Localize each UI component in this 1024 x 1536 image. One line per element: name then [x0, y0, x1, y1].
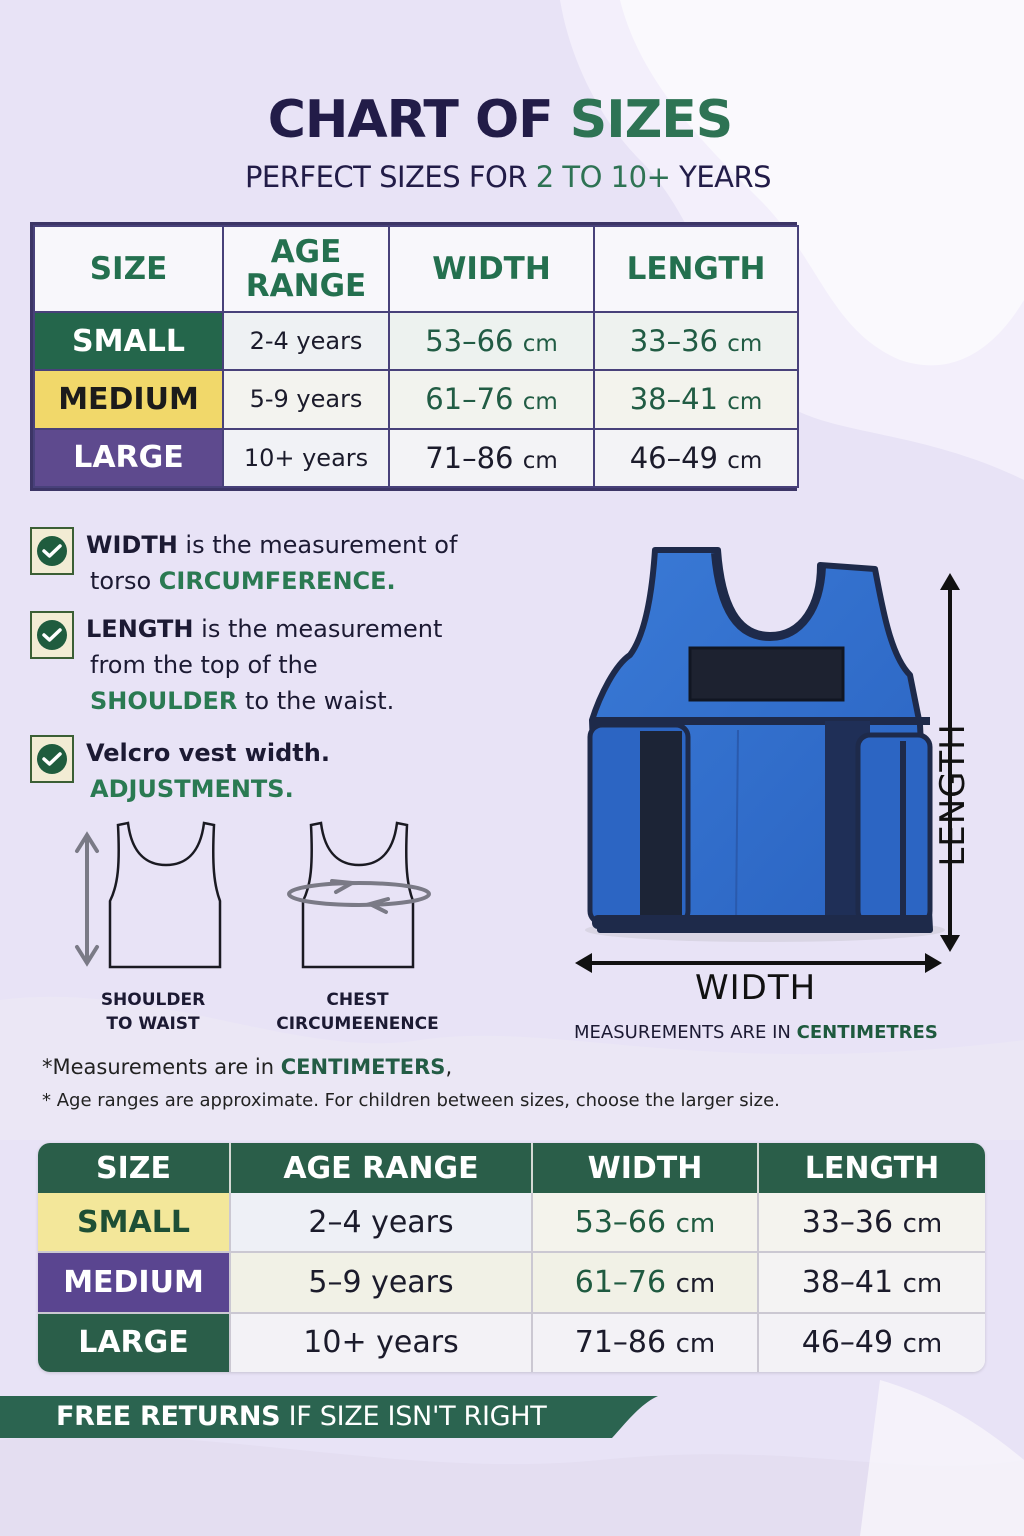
size-table-secondary: [38, 1143, 985, 1372]
table-row: [38, 1193, 985, 1252]
chest-circumference-label: CHEST CIRCUMEENENCE: [276, 990, 439, 1034]
info-bullet-length: [30, 611, 442, 719]
size-badge-medium: MEDIUM: [38, 1252, 230, 1313]
width-cell: 53–66 cm: [389, 312, 594, 370]
length-cell: 46–49 cm: [594, 429, 798, 487]
table-row: [38, 1252, 985, 1313]
header-width: WIDTH: [389, 226, 594, 312]
header-size: SIZE: [34, 226, 223, 312]
bullet-text: WIDTH is the measurement of torso CIRCUMFERENCE.: [86, 531, 458, 595]
subtitle-accent: 2 TO 10+: [535, 160, 671, 194]
length-cell: 46–49 cm: [801, 1325, 943, 1361]
info-bullet-velcro: [30, 735, 330, 807]
age-cell: 2–4 years: [230, 1193, 532, 1252]
age-cell: 10+ years: [230, 1313, 532, 1372]
age-cell: 5–9 years: [230, 1252, 532, 1313]
subtitle-text-end: YEARS: [670, 160, 772, 194]
age-cell: 2-4 years: [223, 312, 389, 370]
footnote-age: * Age ranges are approximate. For children between sizes, choose the larger size.: [42, 1090, 780, 1111]
header-length: LENGTH: [594, 226, 798, 312]
length-cell: 33–36 cm: [594, 312, 798, 370]
age-cell: 5-9 years: [223, 370, 389, 428]
table-row: [38, 1313, 985, 1372]
size-table-primary: [30, 222, 797, 491]
table-row: [34, 429, 798, 487]
tank-top-diagram-icon: [70, 815, 470, 990]
length-dimension-label: LENGTH: [933, 723, 973, 867]
size-badge-large: LARGE: [34, 429, 223, 487]
subtitle-text: PERFECT SIZES FOR: [244, 160, 536, 194]
free-returns-text: FREE RETURNS IF SIZE ISN'T RIGHT: [56, 1401, 547, 1432]
width-cell: 53–66 cm: [532, 1193, 758, 1252]
checkmark-icon: [30, 527, 74, 575]
measurement-unit-note: MEASUREMENTS ARE IN CENTIMETRES: [574, 1022, 938, 1043]
width-cell: 71–86 cm: [532, 1313, 758, 1372]
size-badge-medium: MEDIUM: [34, 370, 223, 428]
footnote-units: *Measurements are in CENTIMETERS,: [42, 1055, 453, 1079]
table-row: [34, 312, 798, 370]
header-length: LENGTH: [758, 1143, 985, 1193]
width-cell: 61–76 cm: [532, 1252, 758, 1313]
shoulder-to-waist-label: SHOULDER TO WAIST: [100, 990, 206, 1034]
checkmark-icon: [30, 735, 74, 783]
table-row: [34, 370, 798, 428]
measurement-diagrams: [70, 815, 470, 1040]
header-age-range: AGE RANGE: [230, 1143, 532, 1193]
size-badge-large: LARGE: [38, 1313, 230, 1372]
title-accent: SIZES: [569, 90, 733, 150]
title-text: CHART OF: [267, 90, 570, 150]
header-width: WIDTH: [532, 1143, 758, 1193]
length-cell: 38–41 cm: [594, 370, 798, 428]
size-badge-small: SMALL: [34, 312, 223, 370]
width-cell: 71–86 cm: [389, 429, 594, 487]
width-dimension-label: WIDTH: [695, 968, 817, 1008]
bullet-text: Velcro vest width. ADJUSTMENTS.: [86, 739, 330, 803]
info-bullet-width: [30, 527, 457, 599]
header-size: SIZE: [38, 1143, 230, 1193]
width-cell: 61–76 cm: [389, 370, 594, 428]
page-title: [0, 90, 1000, 150]
page-subtitle: [0, 160, 1016, 194]
age-cell: 10+ years: [223, 429, 389, 487]
checkmark-icon: [30, 611, 74, 659]
length-cell: 38–41 cm: [758, 1252, 985, 1313]
length-cell: 33–36 cm: [758, 1193, 985, 1252]
header-age-range: AGE RANGE: [223, 226, 389, 312]
size-badge-small: SMALL: [38, 1193, 230, 1252]
bullet-text: LENGTH is the measurement from the top of the SHOULDER to the waist.: [86, 615, 443, 715]
